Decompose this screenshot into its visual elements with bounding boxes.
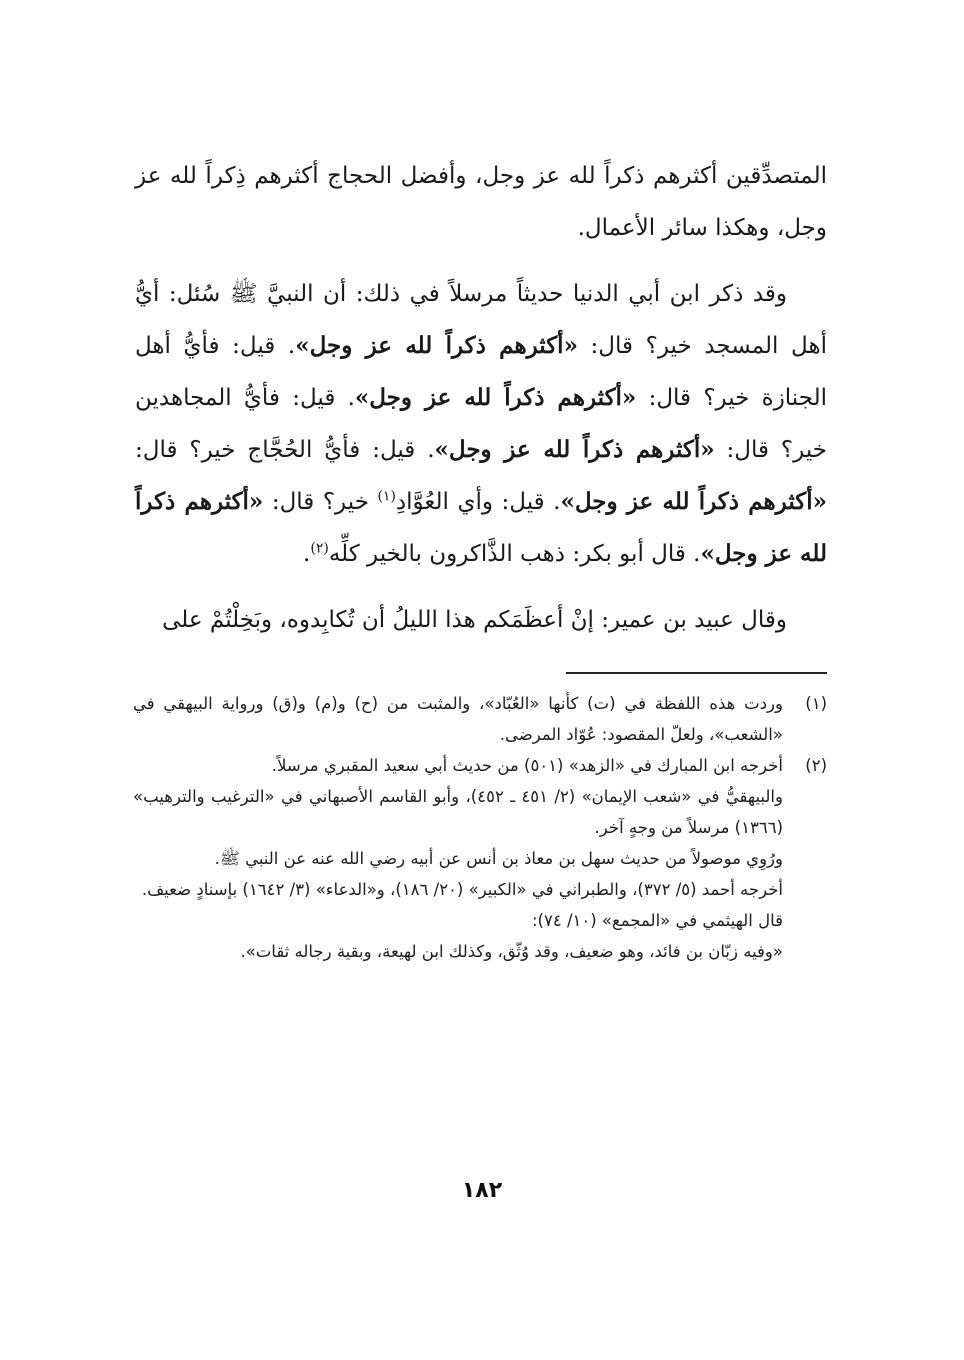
footnotes-section [133,688,827,967]
footnote-number: (٢) [805,756,827,775]
paragraph-2 [135,268,827,580]
text-segment: وقد ذكر ابن أبي الدنيا حديثاً مرسلاً في ذلك: أن النبيَّ ﷺ سُئل: أيُّ أهل المسجد خير؟ قال: [135,281,827,359]
main-text [135,150,827,660]
text-segment: . قيل: وأي العُوَّادِ [395,489,561,515]
footnote-line: قال الهيثمي في «المجمع» (١٠/ ٧٤): [531,911,783,930]
footnote-1 [133,688,827,750]
footnote-number: (١) [805,694,827,713]
footnote-line: ورُوِي موصولاً من حديث سهل بن معاذ بن أنس عن أبيه رضي الله عنه عن النبي ﷺ. [214,849,783,868]
footnote-divider [566,672,827,674]
hadith-quote: «أكثرهم ذكراً لله عز وجل» [434,436,715,463]
footnote-line: «وفيه زبّان بن فائد، وهو ضعيف، وقد وُثّق، وكذلك ابن لهيعة، وبقية رجاله ثقات». [240,942,783,961]
text-segment: . قيل: فأيُّ أهل الجنازة خير؟ قال: [135,333,827,411]
hadith-quote: «أكثرهم ذكراً لله عز وجل» [354,384,637,411]
text-segment: خير؟ قال: [263,489,378,515]
footnote-ref-2[interactable]: (٢) [310,540,329,557]
paragraph-1: المتصدِّقين أكثرهم ذكراً لله عز وجل، وأفضل الحجاج أكثرهم ذِكراً لله عز وجل، وهكذا سائر الأعمال. [135,163,827,241]
hadith-quote: «أكثرهم ذكراً لله عز وجل» [135,488,827,567]
hadith-quote: «أكثرهم ذكراً لله عز وجل» [560,488,827,515]
text-segment: . قال أبو بكر: ذهب الذَّاكرون بالخير كلِّه [328,541,701,567]
page-number: ١٨٢ [461,1178,503,1203]
footnote-line: أخرجه ابن المبارك في «الزهد» (٥٠١) من حديث أبي سعيد المقبري مرسلاً. [271,756,783,775]
footnote-2 [133,750,827,967]
text-segment: . قيل: فأيُّ الحُجَّاج خير؟ قال: [135,437,435,463]
paragraph-3: وقال عبيد بن عمير: إنْ أعظَمَكم هذا الليلُ أن تُكابِدوه، وبَخِلْتُمْ على [162,607,787,633]
hadith-quote: «أكثرهم ذكراً لله عز وجل» [295,332,578,359]
footnote-ref-1[interactable]: (١) [377,488,396,505]
footnote-line: والبيهقيُّ في «شعب الإيمان» (٢/ ٤٥١ ـ ٤٥٢)، وأبو القاسم الأصبهاني في «الترغيب والترهيب» (١٣٦٦) مرسلاً من وجهٍ آخر. [133,787,783,837]
footnote-line: أخرجه أحمد (٥/ ٣٧٢)، والطبراني في «الكبير» (٢٠/ ١٨٦)، و«الدعاء» (٣/ ١٦٤٢) بإسنادٍ ضعيف. [141,880,783,899]
text-segment: . [303,541,311,567]
text-segment: . قيل: فأيُّ المجاهدين خير؟ قال: [135,385,827,463]
footnote-text: وردت هذه اللفظة في (ت) كأنها «العُبّاد»، والمثبت من (ح) و(م) و(ق) ورواية البيهقي في «الشعب»، ولعلّ المقصود: عُوّاد المرضى. [133,694,783,744]
